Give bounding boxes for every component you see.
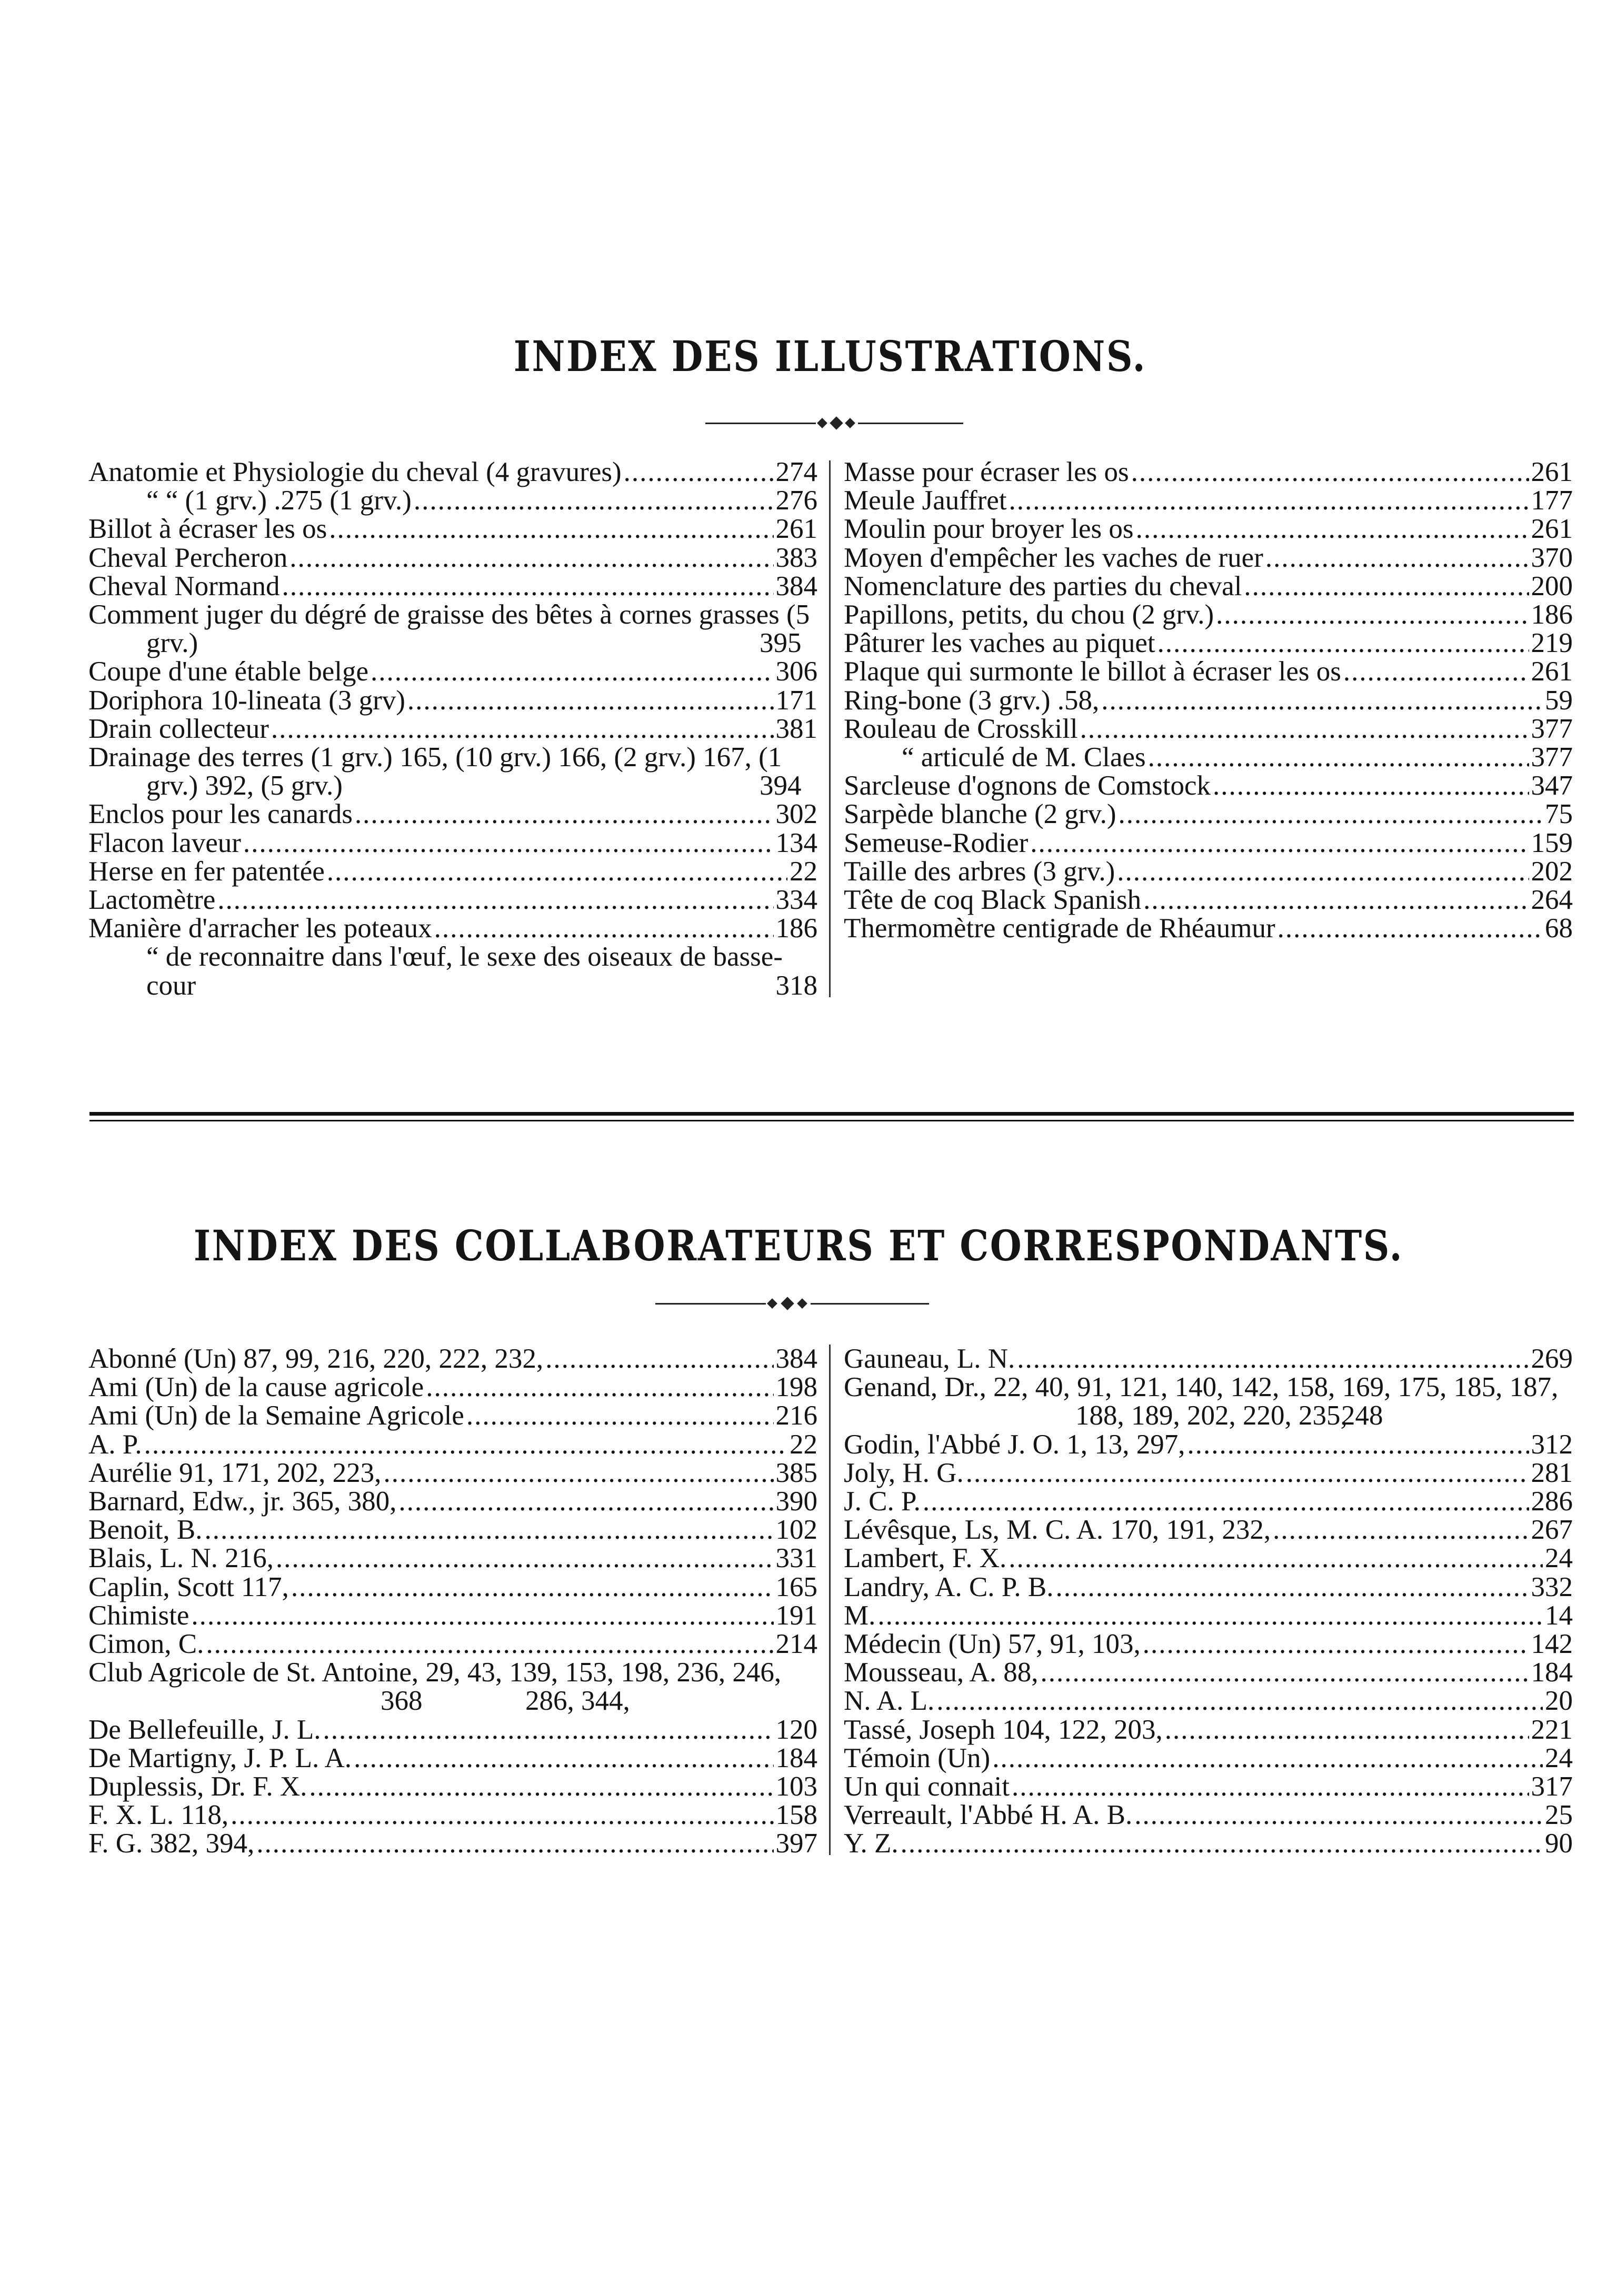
index-entry: Moulin pour broyer les os ..... 261	[844, 515, 1573, 543]
index-entry: Abonné (Un) 87, 99, 216, 220, 222, 232, ..... 384	[88, 1345, 817, 1373]
index-entry: Mousseau, A. 88, ..... 184	[844, 1658, 1573, 1687]
index-entry: Moyen d'empêcher les vaches de ruer ..... 370	[844, 544, 1573, 572]
index-entry: Aurélie 91, 171, 202, 223, ..... 385	[88, 1459, 817, 1487]
index-entry: Barnard, Edw., jr. 365, 380, ..... 390	[88, 1487, 817, 1516]
index-entry: Landry, A. C. P. B. ..... 332	[844, 1573, 1573, 1601]
index-entry: Tassé, Joseph 104, 122, 203, ..... 221	[844, 1716, 1573, 1744]
index-entry: Anatomie et Physiologie du cheval (4 gravures) ..... 274	[88, 458, 817, 486]
index-entry: Cheval Normand ..... 384	[88, 572, 817, 600]
index-entry: Duplessis, Dr. F. X. ..... 103	[88, 1772, 817, 1801]
contributors-right-column	[844, 1345, 1573, 1858]
index-entry: Drainage des terres (1 grv.) 165, (10 grv.) 166, (2 grv.) 167, (1 grv.) 392, (5 grv.) 394	[88, 742, 802, 801]
index-entry: Verreault, l'Abbé H. A. B. ..... 25	[844, 1801, 1573, 1829]
index-entry: Coupe d'une étable belge ..... 306	[88, 657, 817, 686]
index-entry: De Bellefeuille, J. L. ..... 120	[88, 1716, 817, 1744]
index-entry: Cheval Percheron ..... 383	[88, 544, 817, 572]
index-entry: Caplin, Scott 117, ..... 165	[88, 1573, 817, 1601]
index-entry: “ “ (1 grv.) .275 (1 grv.) ..... 276	[88, 486, 817, 515]
index-entry: Comment juger du dégré de graisse des bêtes à cornes grasses (5 grv.) 395	[88, 599, 810, 659]
index-entry: Médecin (Un) 57, 91, 103, ..... 142	[844, 1630, 1573, 1658]
index-entry: Nomenclature des parties du cheval ..... 200	[844, 572, 1573, 600]
index-entry: F. X. L. 118, ..... 158	[88, 1801, 817, 1829]
index-entry: Manière d'arracher les poteaux ..... 186	[88, 914, 817, 943]
section-divider	[89, 1120, 1574, 1121]
index-entry: Gauneau, L. N. ..... 269	[844, 1345, 1573, 1373]
illustrations-left-column	[88, 458, 817, 1000]
index-entry: Blais, L. N. 216, ..... 331	[88, 1544, 817, 1572]
index-entry: Doriphora 10-lineata (3 grv) ..... 171	[88, 686, 817, 715]
column-separator	[829, 1345, 831, 1855]
index-entry: Benoit, B. ..... 102	[88, 1516, 817, 1544]
illustrations-title: INDEX DES ILLUSTRATIONS.	[513, 332, 1147, 381]
index-entry: J. C. P. ..... 286	[844, 1487, 1573, 1516]
index-entry: Ring-bone (3 grv.) .58, ..... 59	[844, 686, 1573, 715]
index-entry: Thermomètre centigrade de Rhéaumur ..... 68	[844, 914, 1573, 943]
index-entry: “ de reconnaitre dans l'œuf, le sexe des oiseaux de basse-cour 318	[146, 941, 817, 1001]
index-entry: Chimiste ..... 191	[88, 1601, 817, 1630]
title-ornament	[705, 415, 963, 431]
contributors-title: INDEX DES COLLABORATEURS ET CORRESPONDANTS.	[193, 1221, 1404, 1270]
index-entry: Cimon, C. ..... 214	[88, 1630, 817, 1658]
index-entry: Godin, l'Abbé J. O. 1, 13, 297, ..... 312	[844, 1430, 1573, 1459]
index-entry: Ami (Un) de la Semaine Agricole ..... 216	[88, 1401, 817, 1430]
index-entry: Meule Jauffret ..... 177	[844, 486, 1573, 515]
index-entry: “ articulé de M. Claes ..... 377	[844, 743, 1573, 771]
index-entry: Papillons, petits, du chou (2 grv.) ..... 186	[844, 600, 1573, 629]
index-entry: Plaque qui surmonte le billot à écraser les os ..... 261	[844, 657, 1573, 686]
title-ornament	[655, 1296, 929, 1311]
index-entry: Rouleau de Crosskill ..... 377	[844, 715, 1573, 743]
index-entry: F. G. 382, 394, ..... 397	[88, 1829, 817, 1858]
index-entry: Genand, Dr., 22, 40, 91, 121, 140, 142, 158, 169, 175, 185, 187, 188, 189, 202, 220, 235, 248	[844, 1372, 1559, 1431]
index-entry: Ami (Un) de la cause agricole ..... 198	[88, 1373, 817, 1401]
index-entry: N. A. L. ..... 20	[844, 1687, 1573, 1715]
section-divider	[89, 1112, 1574, 1116]
index-entry: Sarcleuse d'ognons de Comstock ..... 347	[844, 771, 1573, 800]
index-entry: De Martigny, J. P. L. A. ..... 184	[88, 1744, 817, 1772]
index-entry: Tête de coq Black Spanish ..... 264	[844, 886, 1573, 914]
illustrations-right-column	[844, 458, 1573, 943]
index-entry: Semeuse-Rodier ..... 159	[844, 829, 1573, 857]
index-entry: Lévêsque, Ls, M. C. A. 170, 191, 232, ..... 267	[844, 1516, 1573, 1544]
index-entry: Billot à écraser les os ..... 261	[88, 515, 817, 543]
index-entry: Masse pour écraser les os ..... 261	[844, 458, 1573, 486]
index-entry: Flacon laveur ..... 134	[88, 829, 817, 857]
column-separator	[829, 460, 831, 997]
index-entry: Lactomètre ..... 334	[88, 886, 817, 914]
index-entry: Témoin (Un) ..... 24	[844, 1744, 1573, 1772]
index-entry: Lambert, F. X. ..... 24	[844, 1544, 1573, 1572]
index-entry: Taille des arbres (3 grv.) ..... 202	[844, 857, 1573, 886]
index-entry: Un qui connait ..... 317	[844, 1772, 1573, 1801]
index-entry: Pâturer les vaches au piquet ..... 219	[844, 629, 1573, 657]
index-entry: Herse en fer patentée ..... 22	[88, 857, 817, 886]
index-entry: Club Agricole de St. Antoine, 29, 43, 139, 153, 198, 236, 246, 286, 344, 368	[88, 1657, 782, 1717]
index-entry: Y. Z. ..... 90	[844, 1829, 1573, 1858]
contributors-left-column	[88, 1345, 817, 1858]
index-entry: M. ..... 14	[844, 1601, 1573, 1630]
index-entry: A. P. ..... 22	[88, 1430, 817, 1459]
index-entry: Joly, H. G. ..... 281	[844, 1459, 1573, 1487]
index-entry: Sarpède blanche (2 grv.) ..... 75	[844, 800, 1573, 828]
index-entry: Drain collecteur ..... 381	[88, 715, 817, 743]
index-entry: Enclos pour les canards ..... 302	[88, 800, 817, 828]
